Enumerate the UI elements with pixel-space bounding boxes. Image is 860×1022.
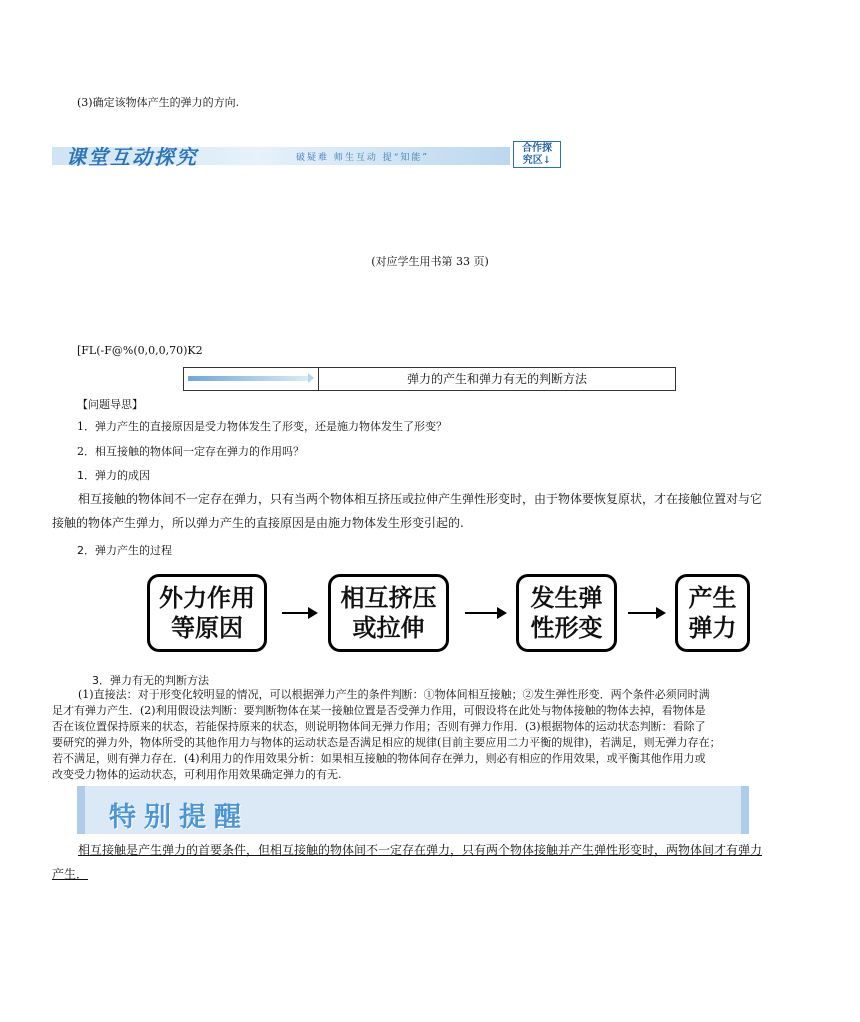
topic-title: 弹力的产生和弹力有无的判断方法 — [406, 372, 587, 386]
section3-line: (1)直接法：对于形变化较明显的情况，可以根据弹力产生的条件判断：①物体间相互接触；②发生弹性形变．两个条件必须同时满 — [78, 688, 710, 701]
badge-line-1: 合作探 — [522, 143, 552, 154]
section1-line-1: 相互接触的物体间不一定存在弹力，只有当两个物体相互挤压或拉伸产生弹性形变时，由于物体要恢复原状，才在接触位置对与它 — [78, 492, 763, 506]
flow-step-1-label: 外力作用 等原因 — [159, 584, 255, 642]
typeset-code-line: [FL(-F@%(0,0,0,70)K2 — [77, 344, 203, 357]
flow-step-2-label: 相互挤压 或拉伸 — [340, 584, 437, 642]
section3-text — [52, 687, 822, 783]
flow-step-2 — [328, 574, 449, 652]
flow-step-4 — [675, 574, 750, 652]
badge-line-2: 究区↓ — [522, 155, 552, 166]
banner-slogan: 破疑难 师生互动 提“知能” — [296, 153, 429, 163]
banner-edge — [77, 786, 85, 834]
flow-step-4-label: 产生 弹力 — [688, 584, 737, 642]
section3-line: 若不满足，则有弹力存在．(4)利用力的作用效果分析：如果相互接触的物体间存在弹力，则必有相应的作用效果，或平衡其他作用力或 — [52, 752, 706, 765]
section1-line-2: 接触的物体产生弹力，所以弹力产生的直接原因是由施力物体发生形变引起的. — [52, 516, 464, 530]
arrow-bar-icon — [188, 376, 308, 381]
tip-line-2: 产生． — [52, 867, 89, 881]
intro-line: (3)确定该物体产生的弹力的方向. — [77, 96, 240, 109]
banner-title: 课堂互动探究 — [66, 145, 198, 169]
flow-arrow-icon — [628, 612, 664, 614]
section-banner — [52, 141, 562, 169]
question-header: 【问题导思】 — [77, 398, 143, 411]
section1-text — [52, 487, 812, 535]
section3-heading: 3．弹力有无的判断方法 — [92, 674, 209, 687]
page-reference: (对应学生用书第 33 页) — [371, 255, 489, 268]
banner-badge — [513, 141, 561, 168]
flow-arrow-icon — [282, 612, 316, 614]
question-2: 2．相互接触的物体间一定存在弹力的作用吗？ — [77, 445, 304, 458]
flow-step-3 — [516, 574, 617, 652]
tip-line-1: 相互接触是产生弹力的首要条件，但相互接触的物体间不一定存在弹力，只有两个物体接触并产生弹性形变时，两物体间才有弹力 — [78, 843, 763, 857]
special-reminder-label: 特别提醒 — [109, 802, 249, 833]
flow-step-3-label: 发生弹 性形变 — [530, 584, 603, 642]
special-reminder-banner — [77, 786, 749, 834]
topic-decoration-cell — [184, 368, 319, 390]
topic-title-box — [183, 367, 676, 391]
flow-step-1 — [147, 574, 267, 652]
section3-line: 否在该位置保持原来的状态，若能保持原来的状态，则说明物体间无弹力作用；否则有弹力作用．(3)根据物体的运动状态判断：看除了 — [52, 720, 706, 733]
section2-heading: 2．弹力产生的过程 — [77, 544, 172, 557]
section1-heading: 1．弹力的成因 — [77, 469, 150, 482]
question-1: 1．弹力产生的直接原因是受力物体发生了形变，还是施力物体发生了形变？ — [77, 420, 447, 433]
banner-edge — [741, 786, 749, 834]
flow-arrow-icon — [465, 612, 505, 614]
tip-text — [52, 838, 822, 886]
section3-line: 要研究的弹力外，物体所受的其他作用力与物体的运动状态是否满足相应的规律(目前主要应用二力平衡的规律)，若满足，则无弹力存在； — [52, 736, 721, 749]
section3-line: 改变受力物体的运动状态，可利用作用效果确定弹力的有无. — [52, 768, 342, 781]
section3-line: 足才有弹力产生．(2)利用假设法判断：要判断物体在某一接触位置是否受弹力作用，可假设将在此处与物体接触的物体去掉，看物体是 — [52, 704, 706, 717]
